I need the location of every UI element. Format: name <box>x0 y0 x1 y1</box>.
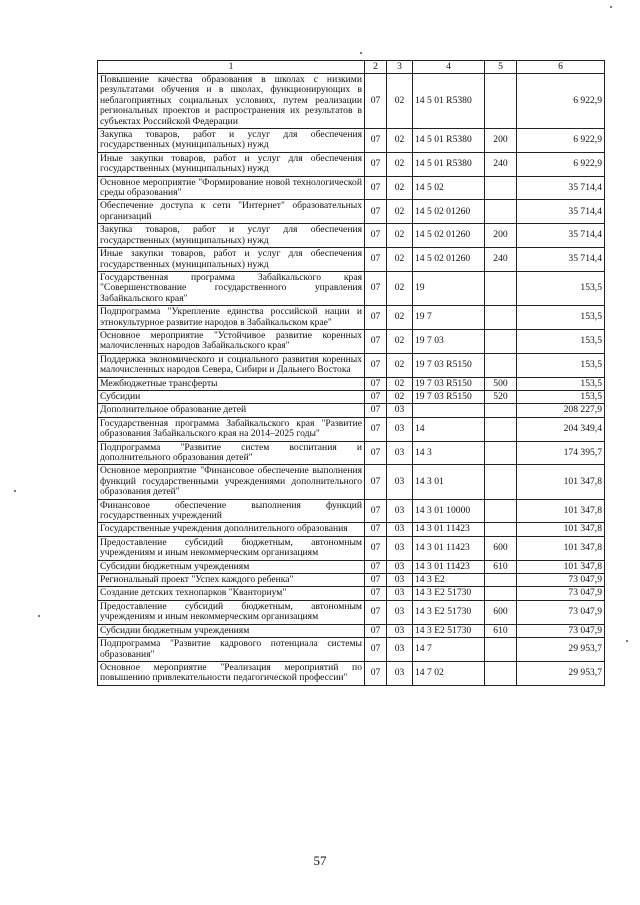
row-c2-cell: 07 <box>365 74 387 129</box>
row-c6-cell: 208 227,9 <box>517 404 605 417</box>
row-name-cell: Предоставление субсидий бюджетным, автономным учреждениям и иным некоммерческим организациям <box>98 600 365 624</box>
row-c2-cell: 07 <box>365 329 387 353</box>
row-c2-cell: 07 <box>365 587 387 600</box>
row-c2-cell: 07 <box>365 353 387 377</box>
row-c4-cell: 14 3 01 11423 <box>413 523 485 536</box>
row-c3-cell: 03 <box>387 523 413 536</box>
row-name-cell: Государственная программа Забайкальского края "Развитие образования Забайкальского края на 2014–2025 годы" <box>98 417 365 441</box>
row-c4-cell <box>413 404 485 417</box>
row-name-cell: Подпрограмма "Развитие кадрового потенциала системы образования" <box>98 638 365 662</box>
row-name-cell: Предоставление субсидий бюджетным, автономным учреждениям и иным некоммерческим организациям <box>98 536 365 560</box>
table-header-row <box>98 61 605 74</box>
row-c2-cell: 07 <box>365 271 387 305</box>
row-c2-cell: 07 <box>365 499 387 523</box>
row-c6-cell: 153,5 <box>517 353 605 377</box>
row-c6-cell: 174 395,7 <box>517 441 605 465</box>
table-row <box>98 176 605 200</box>
row-c3-cell: 03 <box>387 417 413 441</box>
row-c6-cell: 101 347,8 <box>517 523 605 536</box>
row-c6-cell: 35 714,4 <box>517 248 605 272</box>
row-c2-cell: 07 <box>365 200 387 224</box>
row-c2-cell: 07 <box>365 441 387 465</box>
row-c2-cell: 07 <box>365 574 387 587</box>
row-c2-cell: 07 <box>365 661 387 685</box>
row-c5-cell: 600 <box>485 536 517 560</box>
row-c5-cell <box>485 574 517 587</box>
row-name-cell: Субсидии бюджетным учреждениям <box>98 624 365 637</box>
row-c2-cell: 07 <box>365 152 387 176</box>
row-c3-cell: 02 <box>387 200 413 224</box>
row-c4-cell: 14 5 01 R5380 <box>413 129 485 153</box>
page-number: 57 <box>313 853 327 868</box>
row-c2-cell: 07 <box>365 624 387 637</box>
row-name-cell: Основное мероприятие "Реализация мероприятий по повышению привлекательности педагогической профессии" <box>98 661 365 685</box>
row-c5-cell: 240 <box>485 152 517 176</box>
row-c5-cell <box>485 465 517 499</box>
row-c2-cell: 07 <box>365 523 387 536</box>
row-c4-cell: 14 3 01 11423 <box>413 536 485 560</box>
row-c5-cell <box>485 441 517 465</box>
scan-speck <box>38 615 40 617</box>
row-c4-cell: 14 5 02 01260 <box>413 200 485 224</box>
table-row <box>98 152 605 176</box>
table-row <box>98 587 605 600</box>
row-c6-cell: 35 714,4 <box>517 224 605 248</box>
row-c4-cell: 14 3 E2 51730 <box>413 600 485 624</box>
row-c3-cell: 02 <box>387 329 413 353</box>
row-name-cell: Закупка товаров, работ и услуг для обеспечения государственных (муниципальных) нужд <box>98 129 365 153</box>
row-c2-cell: 07 <box>365 129 387 153</box>
row-c3-cell: 03 <box>387 441 413 465</box>
row-c3-cell: 03 <box>387 465 413 499</box>
row-c6-cell: 35 714,4 <box>517 200 605 224</box>
row-name-cell: Подпрограмма "Укрепление единства российской нации и этнокультурное развитие народов в Забайкальском крае" <box>98 306 365 330</box>
row-c6-cell: 73 047,9 <box>517 574 605 587</box>
row-c3-cell: 03 <box>387 499 413 523</box>
row-c5-cell <box>485 661 517 685</box>
table-row <box>98 523 605 536</box>
row-c5-cell <box>485 353 517 377</box>
row-c2-cell: 07 <box>365 638 387 662</box>
table-row <box>98 661 605 685</box>
row-name-cell: Основное мероприятие "Устойчивое развитие коренных малочисленных народов Забайкальского края" <box>98 329 365 353</box>
row-c6-cell: 29 953,7 <box>517 638 605 662</box>
row-c4-cell: 14 5 02 <box>413 176 485 200</box>
row-c6-cell: 204 349,4 <box>517 417 605 441</box>
table-row <box>98 560 605 573</box>
row-name-cell: Основное мероприятие "Формирование новой технологической среды образования" <box>98 176 365 200</box>
row-c3-cell: 02 <box>387 353 413 377</box>
row-c3-cell: 03 <box>387 638 413 662</box>
row-c3-cell: 02 <box>387 306 413 330</box>
row-c3-cell: 02 <box>387 152 413 176</box>
row-c3-cell: 02 <box>387 74 413 129</box>
row-c4-cell: 14 3 E2 51730 <box>413 587 485 600</box>
row-name-cell: Государственная программа Забайкальского края "Совершенствование государственного управления Забайкальского края" <box>98 271 365 305</box>
column-header: 6 <box>517 61 605 74</box>
row-name-cell: Дополнительное образование детей <box>98 404 365 417</box>
row-c6-cell: 101 347,8 <box>517 465 605 499</box>
table-row <box>98 248 605 272</box>
row-name-cell: Основное мероприятие "Финансовое обеспечение выполнения функций государственными учреждениями дополнительного образования детей" <box>98 465 365 499</box>
table-row <box>98 129 605 153</box>
row-c5-cell <box>485 523 517 536</box>
table-row <box>98 224 605 248</box>
row-c3-cell: 03 <box>387 600 413 624</box>
row-c6-cell: 101 347,8 <box>517 560 605 573</box>
row-c6-cell: 153,5 <box>517 306 605 330</box>
row-c4-cell: 14 3 E2 51730 <box>413 624 485 637</box>
row-c3-cell: 03 <box>387 624 413 637</box>
scan-speck <box>610 6 612 8</box>
column-header: 5 <box>485 61 517 74</box>
row-c4-cell: 14 <box>413 417 485 441</box>
table-row <box>98 271 605 305</box>
row-c5-cell <box>485 404 517 417</box>
row-name-cell: Государственные учреждения дополнительного образования <box>98 523 365 536</box>
row-c4-cell: 19 7 03 R5150 <box>413 353 485 377</box>
table-row <box>98 377 605 390</box>
row-c3-cell: 02 <box>387 176 413 200</box>
row-c3-cell: 02 <box>387 129 413 153</box>
row-c4-cell: 19 <box>413 271 485 305</box>
row-c5-cell: 500 <box>485 377 517 390</box>
row-c4-cell: 19 7 <box>413 306 485 330</box>
row-c3-cell: 03 <box>387 587 413 600</box>
row-c3-cell: 02 <box>387 271 413 305</box>
row-c2-cell: 07 <box>365 176 387 200</box>
row-c6-cell: 73 047,9 <box>517 587 605 600</box>
row-c4-cell: 14 3 01 <box>413 465 485 499</box>
row-name-cell: Иные закупки товаров, работ и услуг для обеспечения государственных (муниципальных) нужд <box>98 152 365 176</box>
row-c5-cell: 200 <box>485 224 517 248</box>
row-c2-cell: 07 <box>365 600 387 624</box>
row-c3-cell: 03 <box>387 536 413 560</box>
row-c4-cell: 14 7 02 <box>413 661 485 685</box>
row-c6-cell: 153,5 <box>517 377 605 390</box>
scan-speck <box>626 640 628 642</box>
column-header: 3 <box>387 61 413 74</box>
row-c4-cell: 14 3 <box>413 441 485 465</box>
row-c2-cell: 07 <box>365 390 387 403</box>
row-c5-cell <box>485 306 517 330</box>
table-row <box>98 353 605 377</box>
row-c5-cell <box>485 587 517 600</box>
row-c3-cell: 02 <box>387 390 413 403</box>
row-c6-cell: 153,5 <box>517 271 605 305</box>
row-c2-cell: 07 <box>365 377 387 390</box>
row-name-cell: Поддержка экономического и социального развития коренных малочисленных народов Севера, Сибири и Дальнего Востока <box>98 353 365 377</box>
row-c6-cell: 153,5 <box>517 329 605 353</box>
row-c5-cell: 610 <box>485 624 517 637</box>
row-c6-cell: 6 922,9 <box>517 74 605 129</box>
table-row <box>98 404 605 417</box>
scan-speck <box>360 52 362 54</box>
row-c6-cell: 73 047,9 <box>517 600 605 624</box>
row-c2-cell: 07 <box>365 404 387 417</box>
row-c2-cell: 07 <box>365 417 387 441</box>
table-row <box>98 574 605 587</box>
row-c4-cell: 14 5 01 R5380 <box>413 152 485 176</box>
row-c5-cell <box>485 417 517 441</box>
row-c2-cell: 07 <box>365 536 387 560</box>
row-c4-cell: 19 7 03 R5150 <box>413 390 485 403</box>
row-name-cell: Субсидии <box>98 390 365 403</box>
row-c3-cell: 03 <box>387 661 413 685</box>
scan-speck <box>14 490 16 492</box>
table-row <box>98 600 605 624</box>
row-c5-cell: 240 <box>485 248 517 272</box>
row-c5-cell: 200 <box>485 129 517 153</box>
row-c6-cell: 101 347,8 <box>517 536 605 560</box>
row-c2-cell: 07 <box>365 560 387 573</box>
row-c4-cell: 19 7 03 R5150 <box>413 377 485 390</box>
row-c5-cell <box>485 74 517 129</box>
row-c4-cell: 14 5 01 R5380 <box>413 74 485 129</box>
column-header: 2 <box>365 61 387 74</box>
table-row <box>98 638 605 662</box>
row-c6-cell: 153,5 <box>517 390 605 403</box>
row-c3-cell: 02 <box>387 224 413 248</box>
row-c6-cell: 29 953,7 <box>517 661 605 685</box>
table-row <box>98 390 605 403</box>
table-row <box>98 306 605 330</box>
row-c6-cell: 73 047,9 <box>517 624 605 637</box>
table-row <box>98 465 605 499</box>
row-c4-cell: 14 3 E2 <box>413 574 485 587</box>
row-c3-cell: 02 <box>387 248 413 272</box>
table-row <box>98 499 605 523</box>
table-row <box>98 624 605 637</box>
row-c5-cell: 520 <box>485 390 517 403</box>
row-c5-cell <box>485 638 517 662</box>
row-name-cell: Повышение качества образования в школах с низкими результатами обучения и в школах, функционирующих в неблагоприятных социальных условиях, путем реализации региональных проектов и распространения их результатов в субъектах Российской Федерации <box>98 74 365 129</box>
row-name-cell: Подпрограмма "Развитие систем воспитания и дополнительного образования детей" <box>98 441 365 465</box>
row-name-cell: Субсидии бюджетным учреждениям <box>98 560 365 573</box>
row-c4-cell: 14 7 <box>413 638 485 662</box>
row-name-cell: Обеспечение доступа к сети "Интернет" образовательных организаций <box>98 200 365 224</box>
column-header: 1 <box>98 61 365 74</box>
row-c5-cell <box>485 329 517 353</box>
table-row <box>98 329 605 353</box>
row-name-cell: Финансовое обеспечение выполнения функций государственных учреждений <box>98 499 365 523</box>
row-c5-cell <box>485 200 517 224</box>
row-c3-cell: 03 <box>387 560 413 573</box>
row-c4-cell: 14 5 02 01260 <box>413 248 485 272</box>
row-name-cell: Региональный проект "Успех каждого ребенка" <box>98 574 365 587</box>
budget-table <box>97 60 605 686</box>
row-c4-cell: 14 3 01 10000 <box>413 499 485 523</box>
row-c5-cell <box>485 176 517 200</box>
table-row <box>98 74 605 129</box>
row-c6-cell: 6 922,9 <box>517 129 605 153</box>
row-c2-cell: 07 <box>365 224 387 248</box>
row-c2-cell: 07 <box>365 248 387 272</box>
row-c3-cell: 03 <box>387 404 413 417</box>
row-c2-cell: 07 <box>365 306 387 330</box>
row-c6-cell: 35 714,4 <box>517 176 605 200</box>
column-header: 4 <box>413 61 485 74</box>
row-name-cell: Межбюджетные трансферты <box>98 377 365 390</box>
table-row <box>98 536 605 560</box>
row-name-cell: Создание детских технопарков "Кванториум" <box>98 587 365 600</box>
row-c6-cell: 6 922,9 <box>517 152 605 176</box>
row-c6-cell: 101 347,8 <box>517 499 605 523</box>
row-c3-cell: 02 <box>387 377 413 390</box>
table-row <box>98 417 605 441</box>
row-c2-cell: 07 <box>365 465 387 499</box>
row-c3-cell: 03 <box>387 574 413 587</box>
row-c4-cell: 19 7 03 <box>413 329 485 353</box>
table-row <box>98 200 605 224</box>
row-c4-cell: 14 3 01 11423 <box>413 560 485 573</box>
row-name-cell: Иные закупки товаров, работ и услуг для обеспечения государственных (муниципальных) нужд <box>98 248 365 272</box>
row-c5-cell: 600 <box>485 600 517 624</box>
row-c5-cell <box>485 271 517 305</box>
row-c5-cell <box>485 499 517 523</box>
row-c5-cell: 610 <box>485 560 517 573</box>
row-c4-cell: 14 5 02 01260 <box>413 224 485 248</box>
row-name-cell: Закупка товаров, работ и услуг для обеспечения государственных (муниципальных) нужд <box>98 224 365 248</box>
table-row <box>98 441 605 465</box>
